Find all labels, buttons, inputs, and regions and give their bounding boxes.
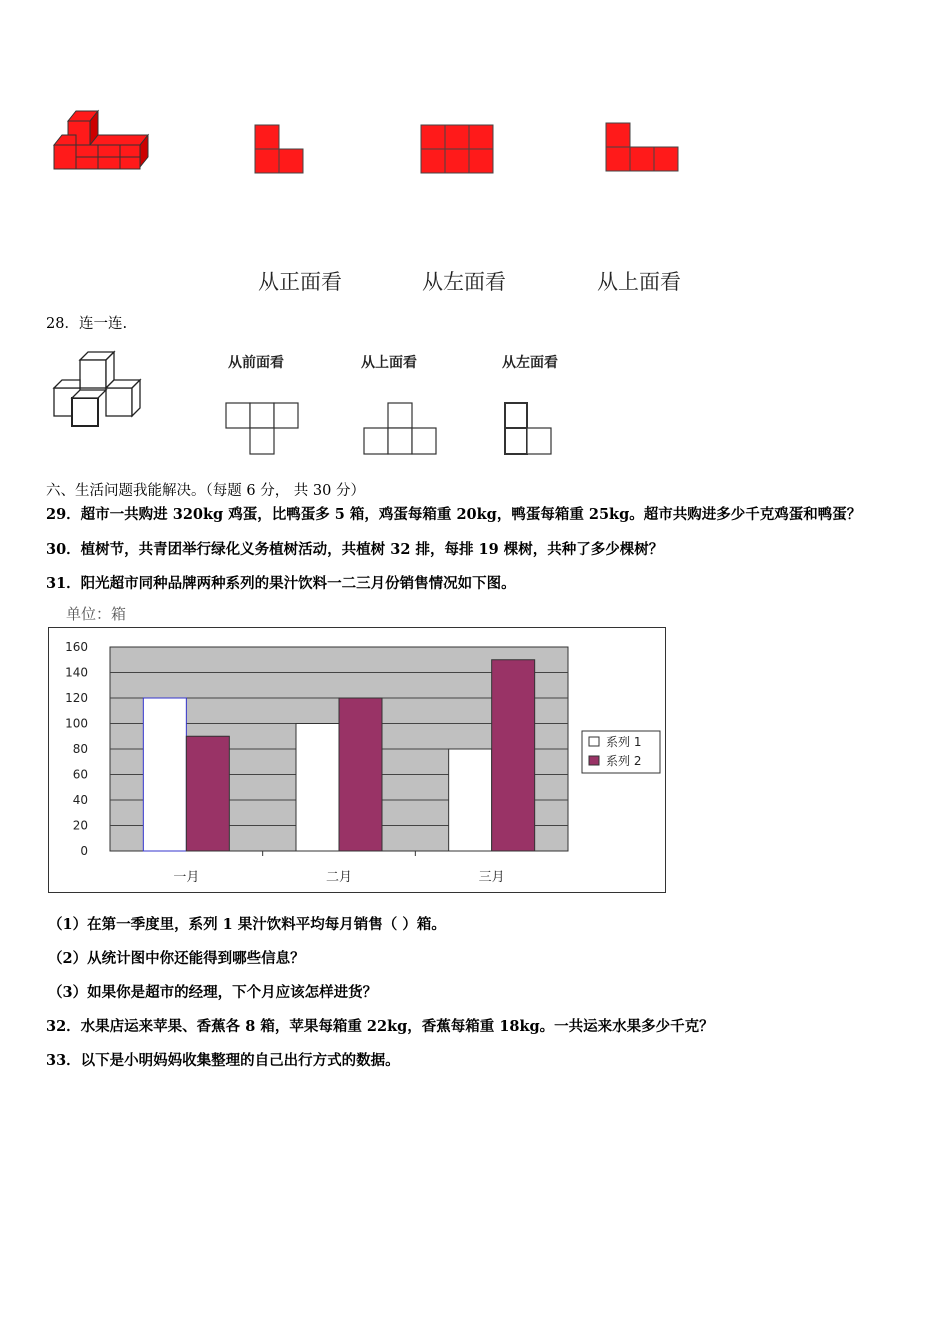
solid-figure-white-cubes (50, 350, 150, 432)
y-tick-label: 80 (72, 742, 88, 756)
question-33: 33．以下是小明妈妈收集整理的自己出行方式的数据。 (46, 1052, 400, 1069)
legend-swatch-1 (589, 737, 599, 746)
bar-1-2 (296, 724, 339, 852)
label-top-view: 从上面看 (597, 270, 681, 294)
top-view-figure (604, 121, 682, 175)
label-left-view-28: 从左面看 (502, 355, 558, 371)
x-tick-label: 三月 (478, 870, 505, 885)
chart-unit-label: 单位：箱 (66, 605, 127, 623)
y-tick-label: 0 (80, 844, 88, 858)
left-view-outline (502, 400, 558, 458)
bar-2-3 (492, 660, 535, 851)
question-30: 30．植树节，共青团举行绿化义务植树活动，共植树 32 排，每排 19 棵树，共种了多少棵树？ (46, 541, 664, 558)
label-top-view-28: 从上面看 (361, 355, 417, 371)
y-tick-label: 120 (65, 691, 88, 705)
question-28-title: 28．连一连. (46, 316, 128, 332)
y-tick-label: 20 (72, 818, 88, 833)
bar-2-2 (339, 698, 382, 851)
bar-1-1 (143, 698, 186, 851)
y-tick-label: 160 (65, 640, 88, 654)
question-31-part-1: （1）在第一季度里，系列 1 果汁饮料平均每月销售（ ）箱。 (48, 916, 446, 933)
front-view-figure (253, 123, 307, 177)
front-view-outline (223, 400, 303, 458)
x-tick-label: 一月 (173, 870, 200, 885)
question-31: 31．阳光超市同种品牌两种系列的果汁饮料一二三月份销售情况如下图。 (46, 575, 516, 592)
question-29: 29．超市一共购进 320kg 鸡蛋，比鸭蛋多 5 箱，鸡蛋每箱重 20kg，鸭蛋每箱重 25kg。超市共购进多少千克鸡蛋和鸭蛋？ (46, 506, 862, 523)
solid-figure-red-cubes (50, 105, 160, 185)
label-left-view: 从左面看 (422, 270, 506, 294)
label-front-view-28: 从前面看 (228, 355, 284, 371)
bar-1-3 (449, 749, 492, 851)
question-31-part-3: （3）如果你是超市的经理，下个月应该怎样进货？ (48, 984, 378, 1001)
section-6-heading: 六、生活问题我能解决。（每题 6 分， 共 30 分） (46, 483, 365, 499)
x-tick-label: 二月 (325, 870, 353, 885)
legend-swatch-2 (589, 756, 599, 765)
label-front-view: 从正面看 (258, 270, 342, 294)
top-view-outline (361, 400, 441, 458)
y-tick-label: 140 (65, 665, 88, 680)
bar-2-1 (186, 736, 229, 851)
legend-label-1: 系列 1 (606, 735, 642, 749)
y-tick-label: 40 (72, 793, 88, 807)
bar-chart (48, 627, 666, 893)
legend-label-2: 系列 2 (606, 754, 642, 768)
question-31-part-2: （2）从统计图中你还能得到哪些信息？ (48, 950, 305, 967)
question-32: 32．水果店运来苹果、香蕉各 8 箱，苹果每箱重 22kg，香蕉每箱重 18kg。一共运来水果多少千克？ (46, 1018, 714, 1035)
y-tick-label: 100 (65, 716, 88, 731)
y-tick-label: 60 (72, 767, 88, 782)
left-view-figure (419, 123, 497, 177)
